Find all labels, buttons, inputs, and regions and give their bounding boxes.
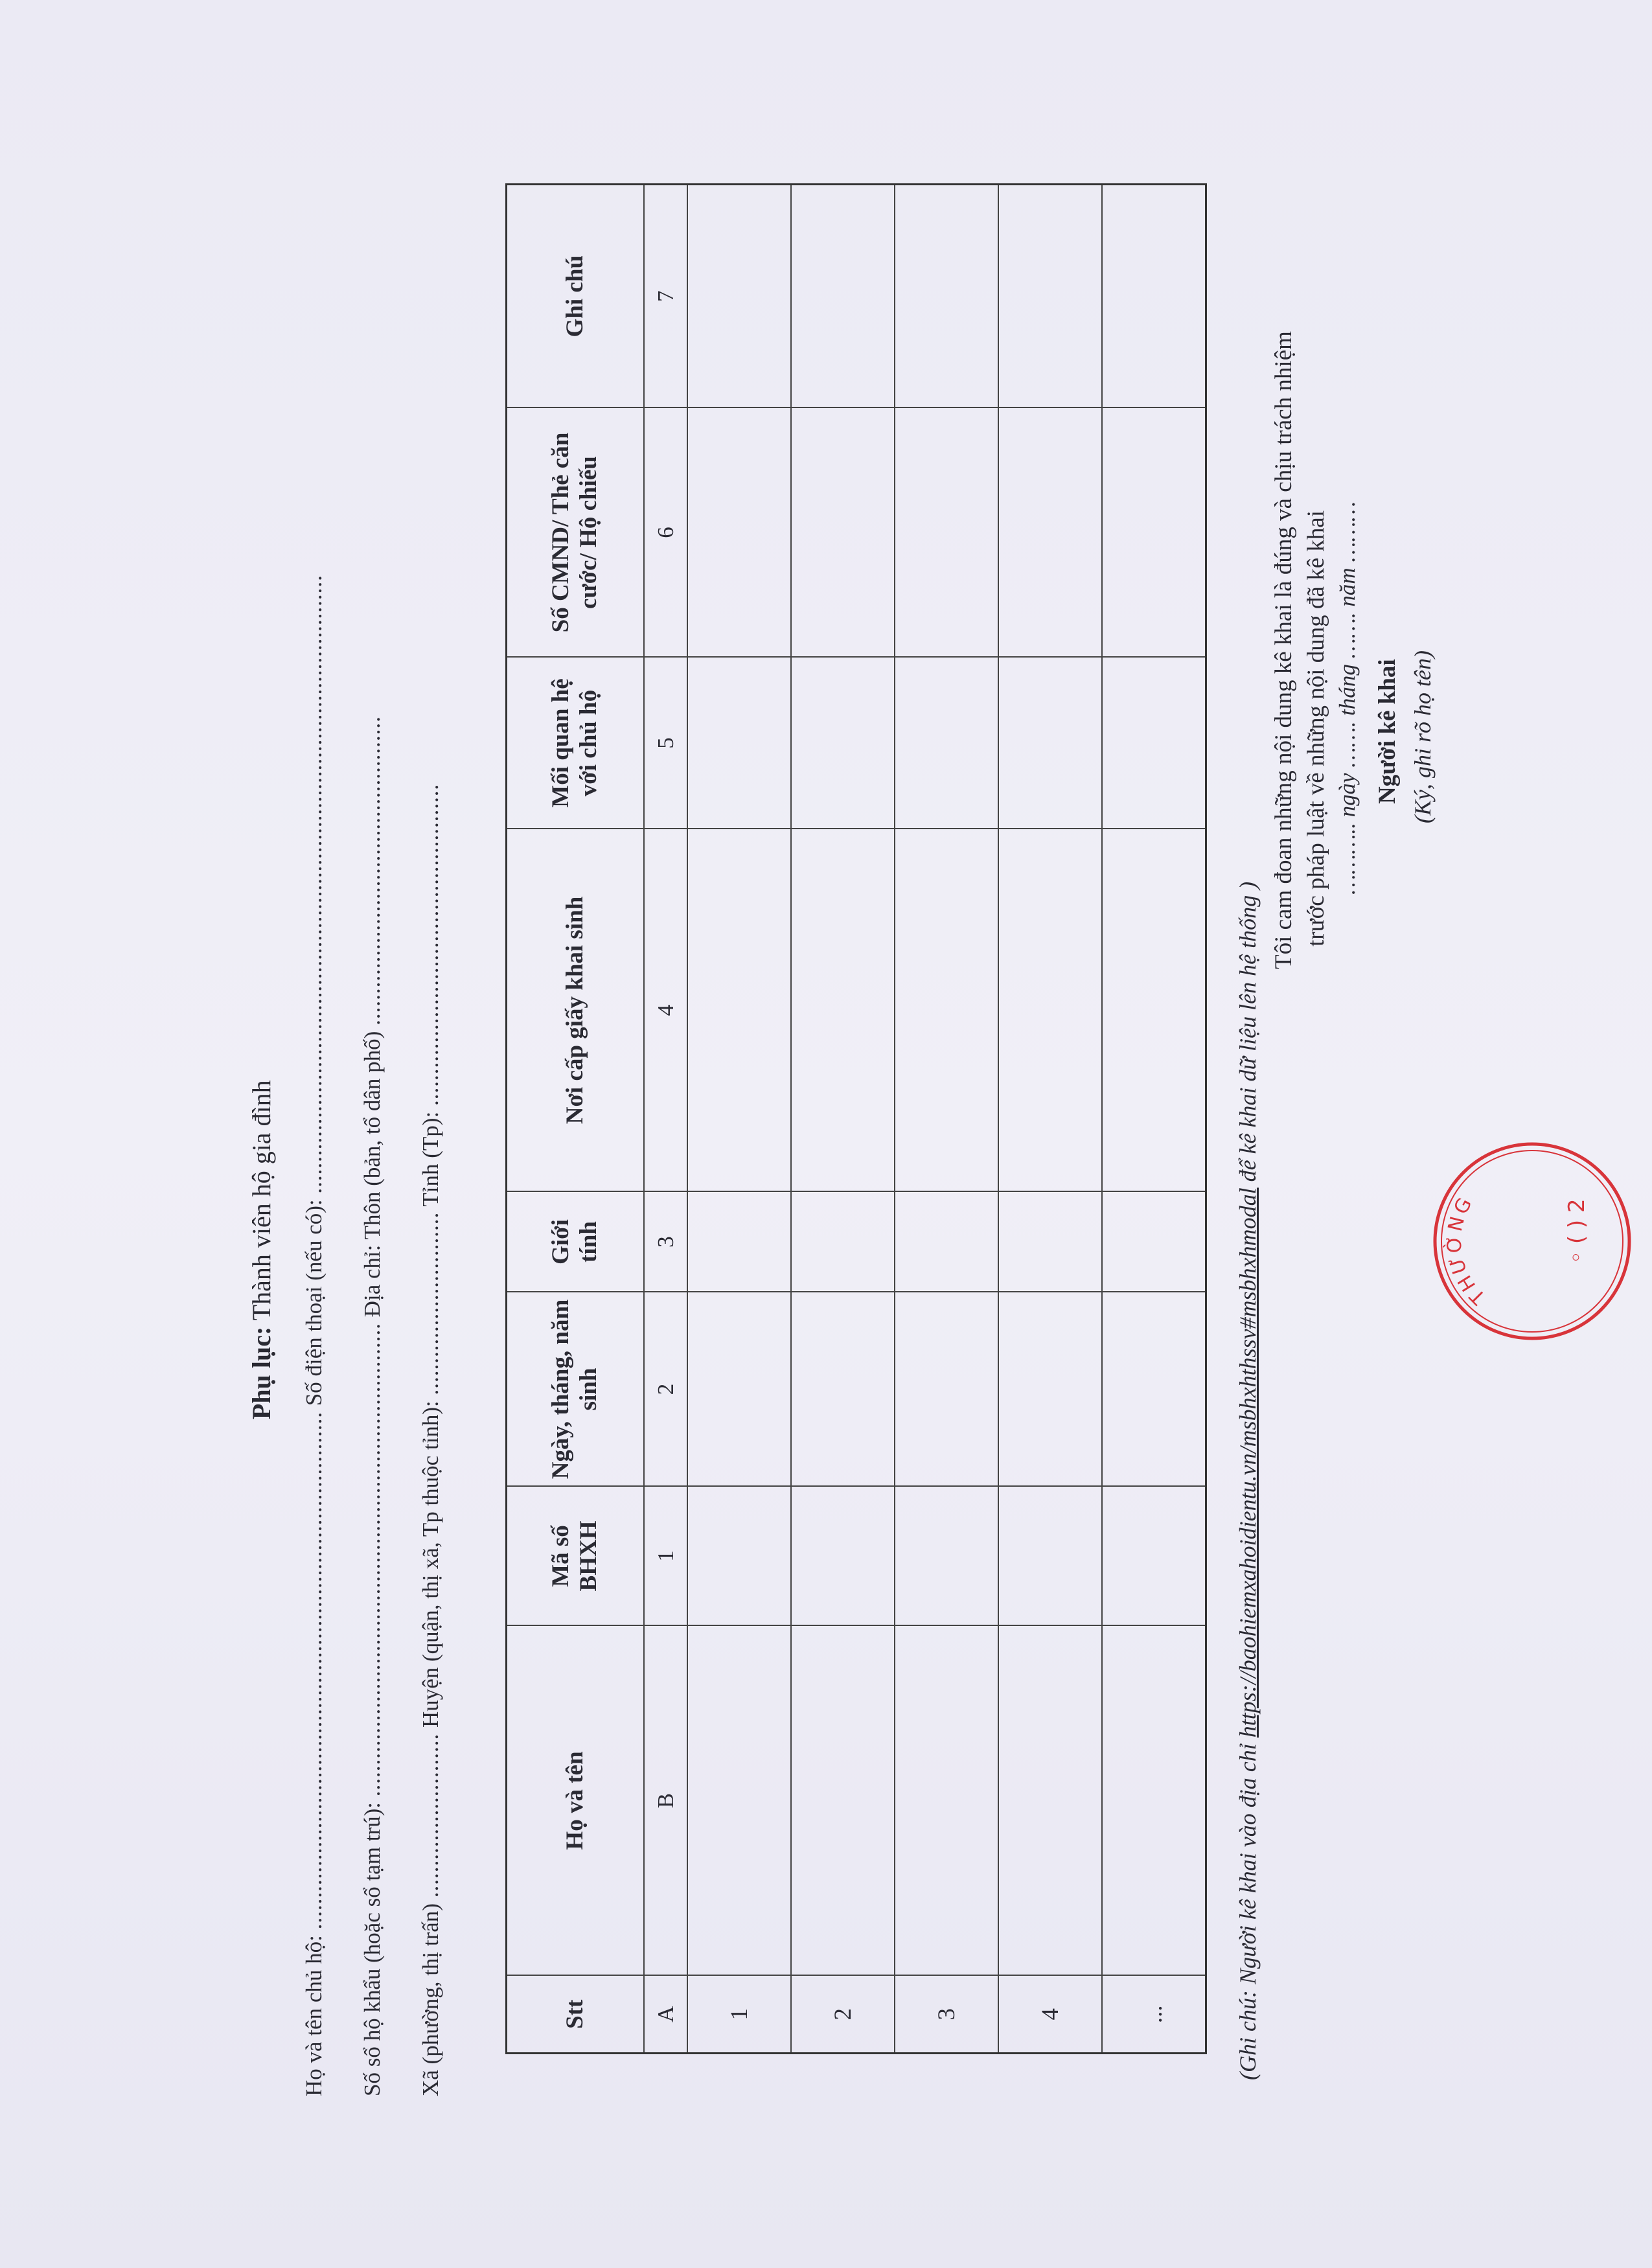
xa-field: .......................... <box>418 1733 443 1898</box>
xa-label: Xã (phường, thị trấn) <box>418 1903 443 2096</box>
signer-note: (Ký, ghi rõ họ tên) <box>1410 650 1436 823</box>
dia-chi-field: ................................................. <box>360 716 385 1025</box>
signer-title: Người kê khai <box>1374 659 1401 804</box>
col-noi-cap: Nơi cấp giấy khai sinh <box>507 829 645 1192</box>
cell-gioi-tinh[interactable] <box>998 1192 1102 1292</box>
col-ma-so-bhxh: Mã số BHXH <box>507 1487 645 1626</box>
header-line-1 <box>301 575 327 2096</box>
date-line: ……….. ngày ……. tháng ……. năm ……… <box>1335 501 1360 895</box>
cell-gioi-tinh[interactable] <box>687 1192 791 1292</box>
cell-ma-so[interactable] <box>791 1487 895 1626</box>
note-prefix: (Ghi chú: Người kê khai vào địa chỉ <box>1235 1737 1261 2080</box>
cell-cmnd[interactable] <box>895 408 998 658</box>
cell-ma-so[interactable] <box>687 1487 791 1626</box>
index-cell: 6 <box>644 408 687 658</box>
row-number: 2 <box>791 1976 895 2054</box>
cell-noi-cap[interactable] <box>1102 829 1206 1192</box>
header-line-3 <box>418 784 444 2096</box>
cell-ngay-sinh[interactable] <box>998 1292 1102 1487</box>
cell-ho-ten[interactable] <box>998 1626 1102 1976</box>
commitment-line-1: Tôi cam đoan những nội dung kê khai là đúng và chịu trách nhiệm <box>1270 331 1297 969</box>
cell-ma-so[interactable] <box>998 1487 1102 1626</box>
cell-ghi-chu[interactable] <box>687 185 791 408</box>
cell-gioi-tinh[interactable] <box>1102 1192 1206 1292</box>
so-ho-khau-label: Số sổ hộ khẩu (hoặc sổ tạm trú): <box>360 1802 385 2096</box>
index-cell: 2 <box>644 1292 687 1487</box>
cell-noi-cap[interactable] <box>791 829 895 1192</box>
col-ngay-sinh: Ngày, tháng, năm sinh <box>507 1292 645 1487</box>
phone-field: .................................................................................................. <box>301 575 327 1194</box>
row-number: ... <box>1102 1976 1206 2054</box>
cell-ho-ten[interactable] <box>687 1626 791 1976</box>
page-title <box>246 1080 277 1419</box>
cell-quan-he[interactable] <box>687 658 791 829</box>
col-so-cmnd: Số CMND/ Thẻ căn cước/ Hộ chiếu <box>507 408 645 658</box>
index-cell: B <box>644 1626 687 1976</box>
cell-ghi-chu[interactable] <box>1102 185 1206 408</box>
so-ho-khau-field: ........................................................................... <box>360 1323 385 1797</box>
cell-quan-he[interactable] <box>998 658 1102 829</box>
cell-ngay-sinh[interactable] <box>791 1292 895 1487</box>
cell-ghi-chu[interactable] <box>998 185 1102 408</box>
col-ho-ten: Họ và tên <box>507 1626 645 1976</box>
col-ghi-chu: Ghi chú <box>507 185 645 408</box>
table-row <box>895 185 998 2054</box>
cell-ngay-sinh[interactable] <box>687 1292 791 1487</box>
cell-gioi-tinh[interactable] <box>791 1192 895 1292</box>
table-row <box>1102 185 1206 2054</box>
row-number: 1 <box>687 1976 791 2054</box>
svg-text:THƯỜNG: THƯỜNG <box>1443 1191 1491 1309</box>
cell-cmnd[interactable] <box>687 408 791 658</box>
cell-cmnd[interactable] <box>1102 408 1206 658</box>
cell-quan-he[interactable] <box>791 658 895 829</box>
title-prefix: Phụ lục: <box>247 1326 276 1419</box>
red-stamp <box>1425 1134 1639 1348</box>
row-number: 4 <box>998 1976 1102 2054</box>
ho-ten-label: Họ và tên chủ hộ: <box>301 1935 327 2096</box>
dia-chi-label: Địa chỉ: Thôn (bản, tổ dân phố) <box>360 1031 385 1318</box>
header-row <box>507 185 645 2054</box>
cell-ma-so[interactable] <box>1102 1487 1206 1626</box>
huyen-field: ............................. <box>418 1211 443 1395</box>
cell-ngay-sinh[interactable] <box>1102 1292 1206 1487</box>
footnote <box>1234 882 1261 2080</box>
note-suffix: để kê khai dữ liệu lên hệ thống ) <box>1235 881 1261 1188</box>
index-cell: 4 <box>644 829 687 1192</box>
index-row <box>644 185 687 2054</box>
table-row <box>687 185 791 2054</box>
index-cell: 3 <box>644 1192 687 1292</box>
cell-ho-ten[interactable] <box>895 1626 998 1976</box>
members-table <box>505 183 1207 2054</box>
header-line-2 <box>360 716 385 2096</box>
cell-quan-he[interactable] <box>895 658 998 829</box>
cell-ho-ten[interactable] <box>1102 1626 1206 1976</box>
table-row <box>791 185 895 2054</box>
cell-cmnd[interactable] <box>998 408 1102 658</box>
ho-ten-field: .................................................................................. <box>301 1411 327 1930</box>
cell-noi-cap[interactable] <box>895 829 998 1192</box>
col-moi-quan-he: Mối quan hệ với chủ hộ <box>507 658 645 829</box>
commitment-line-2: trước pháp luật về những nội dung đã kê khai <box>1303 510 1329 946</box>
row-number: 3 <box>895 1976 998 2054</box>
index-cell: 1 <box>644 1487 687 1626</box>
cell-gioi-tinh[interactable] <box>895 1192 998 1292</box>
cell-ghi-chu[interactable] <box>791 185 895 408</box>
cell-ghi-chu[interactable] <box>895 185 998 408</box>
tinh-label: Tỉnh (Tp): <box>418 1111 443 1207</box>
col-gioi-tinh: Giới tính <box>507 1192 645 1292</box>
cell-ma-so[interactable] <box>895 1487 998 1626</box>
huyen-label: Huyện (quận, thị xã, Tp thuộc tỉnh): <box>418 1401 443 1728</box>
index-cell: 5 <box>644 658 687 829</box>
cell-noi-cap[interactable] <box>687 829 791 1192</box>
table-row <box>998 185 1102 2054</box>
phone-label: Số điện thoại (nếu có): <box>301 1199 327 1406</box>
note-link[interactable]: https://baohiemxahoidientu.vn/msbhxhthssv#msbhxhmodal <box>1235 1187 1261 1738</box>
cell-noi-cap[interactable] <box>998 829 1102 1192</box>
cell-cmnd[interactable] <box>791 408 895 658</box>
tinh-field: ................................................... <box>418 783 443 1106</box>
title-text: Thành viên hộ gia đình <box>247 1080 276 1321</box>
index-cell: A <box>644 1976 687 2054</box>
cell-ngay-sinh[interactable] <box>895 1292 998 1487</box>
index-cell: 7 <box>644 185 687 408</box>
svg-text:◦ ( ) 2: ◦ ( ) 2 <box>1564 1198 1590 1264</box>
col-stt: Stt <box>507 1976 645 2054</box>
cell-ho-ten[interactable] <box>791 1626 895 1976</box>
cell-quan-he[interactable] <box>1102 658 1206 829</box>
